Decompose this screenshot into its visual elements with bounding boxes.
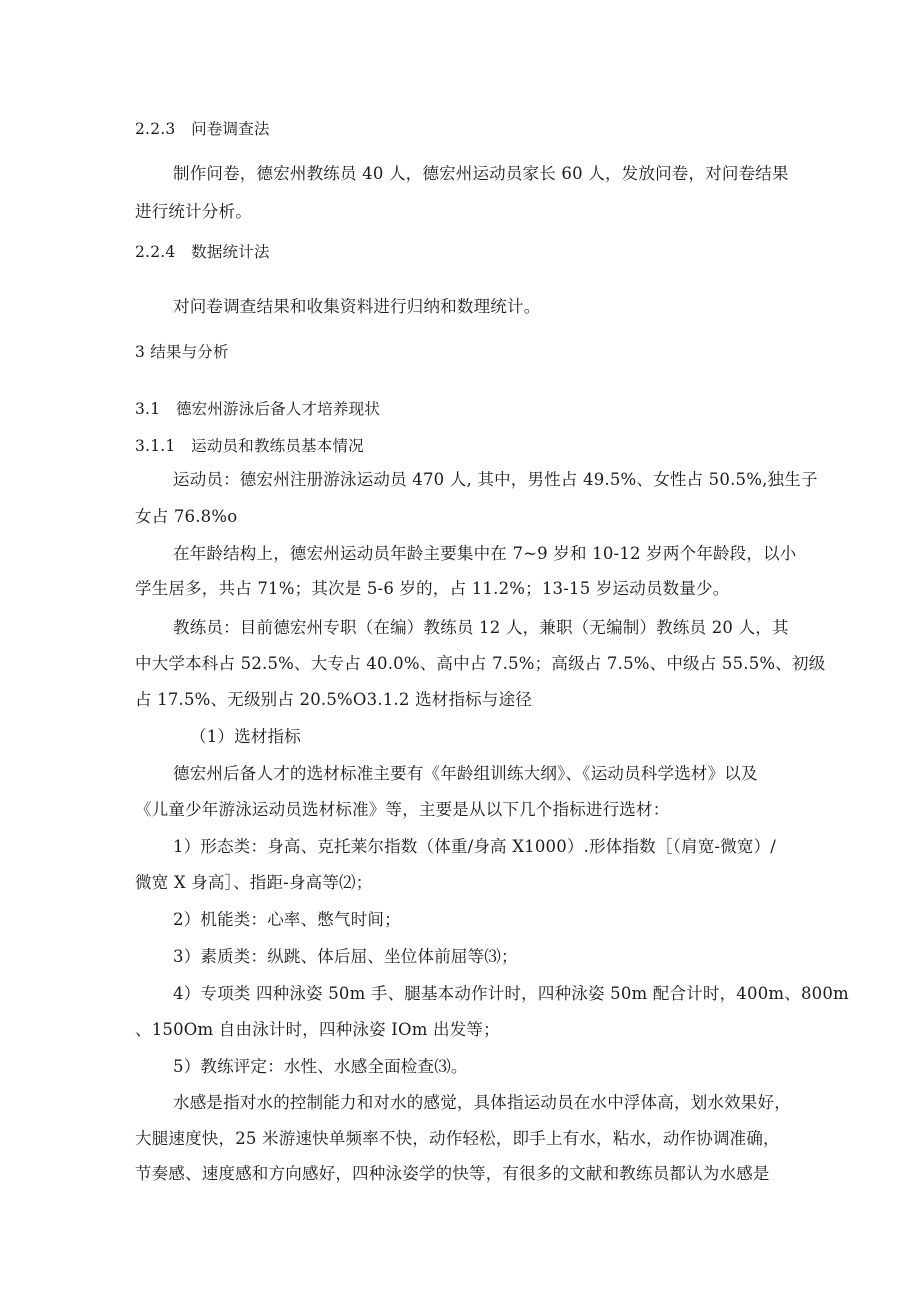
paragraph-line: 教练员：目前德宏州专职（在编）教练员 12 人，兼职（无编制）教练员 20 人，其: [173, 618, 789, 637]
paragraph-line: 节奏感、速度感和方向感好，四种泳姿学的快等，有很多的文献和教练员都认为水感是: [135, 1164, 770, 1183]
list-item: 3）素质类：纵跳、体后屈、坐位体前屈等⑶；: [173, 947, 518, 966]
section-heading-2-2-4: 2.2.4 数据统计法: [135, 243, 270, 261]
paragraph-line: 制作问卷，德宏州教练员 40 人，德宏州运动员家长 60 人，发放问卷，对问卷结果: [173, 164, 789, 183]
list-item: 5）教练评定：水性、水感全面检查⑶。: [173, 1057, 468, 1076]
list-item: 4）专项类 四种泳姿 50m 手、腿基本动作计时，四种泳姿 50m 配合计时，400m、800m: [173, 984, 849, 1003]
list-item: 微宽 X 身高］、指距-身高等⑵；: [135, 873, 373, 892]
paragraph-line: 女占 76.8%o: [135, 507, 238, 526]
paragraph-line: 运动员：德宏州注册游泳运动员 470 人, 其中，男性占 49.5%、女性占 50.5%,独生子: [173, 470, 818, 489]
paragraph-line: 大腿速度快，25 米游速快单频率不快，动作轻松，即手上有水，粘水，动作协调准确，: [135, 1129, 780, 1148]
paragraph-line: 水感是指对水的控制能力和对水的感觉，具体指运动员在水中浮体高，划水效果好，: [173, 1093, 791, 1112]
section-heading-3-1-1: 3.1.1 运动员和教练员基本情况: [135, 437, 364, 455]
section-heading-3-1: 3.1 德宏州游泳后备人才培养现状: [135, 400, 381, 418]
paragraph-line: 《儿童少年游泳运动员选材标准》等，主要是从以下几个指标进行选材：: [135, 800, 670, 819]
paragraph-line: 占 17.5%、无级别占 20.5%O3.1.2 选材指标与途径: [135, 690, 532, 709]
paragraph-line: 在年龄结构上，德宏州运动员年龄主要集中在 7~9 岁和 10-12 岁两个年龄段，以小: [173, 544, 797, 563]
list-heading: （1）选材指标: [190, 727, 301, 746]
section-heading-3: 3 结果与分析: [135, 343, 229, 361]
paragraph-line: 对问卷调查结果和收集资料进行归纳和数理统计。: [173, 297, 541, 316]
paragraph-line: 学生居多，共占 71%；其次是 5-6 岁的，占 11.2%；13-15 岁运动员数量少。: [135, 579, 730, 598]
section-heading-2-2-3: 2.2.3 问卷调查法: [135, 120, 270, 138]
paragraph-line: 德宏州后备人才的选材标准主要有《年龄组训练大纲》、《运动员科学选材》以及: [173, 764, 758, 783]
paragraph-line: 进行统计分析。: [135, 202, 252, 221]
list-item: 1）形态类：身高、克托莱尔指数（体重/身高 X1000）.形体指数［（肩宽-微宽）/: [173, 837, 777, 856]
paragraph-line: 中大学本科占 52.5%、大专占 40.0%、高中占 7.5%；高级占 7.5%、中级占 55.5%、初级: [135, 654, 826, 673]
list-item: 、150Om 自由泳计时，四种泳姿 IOm 出发等；: [135, 1020, 500, 1039]
list-item: 2）机能类：心率、憋气时间；: [173, 910, 401, 929]
